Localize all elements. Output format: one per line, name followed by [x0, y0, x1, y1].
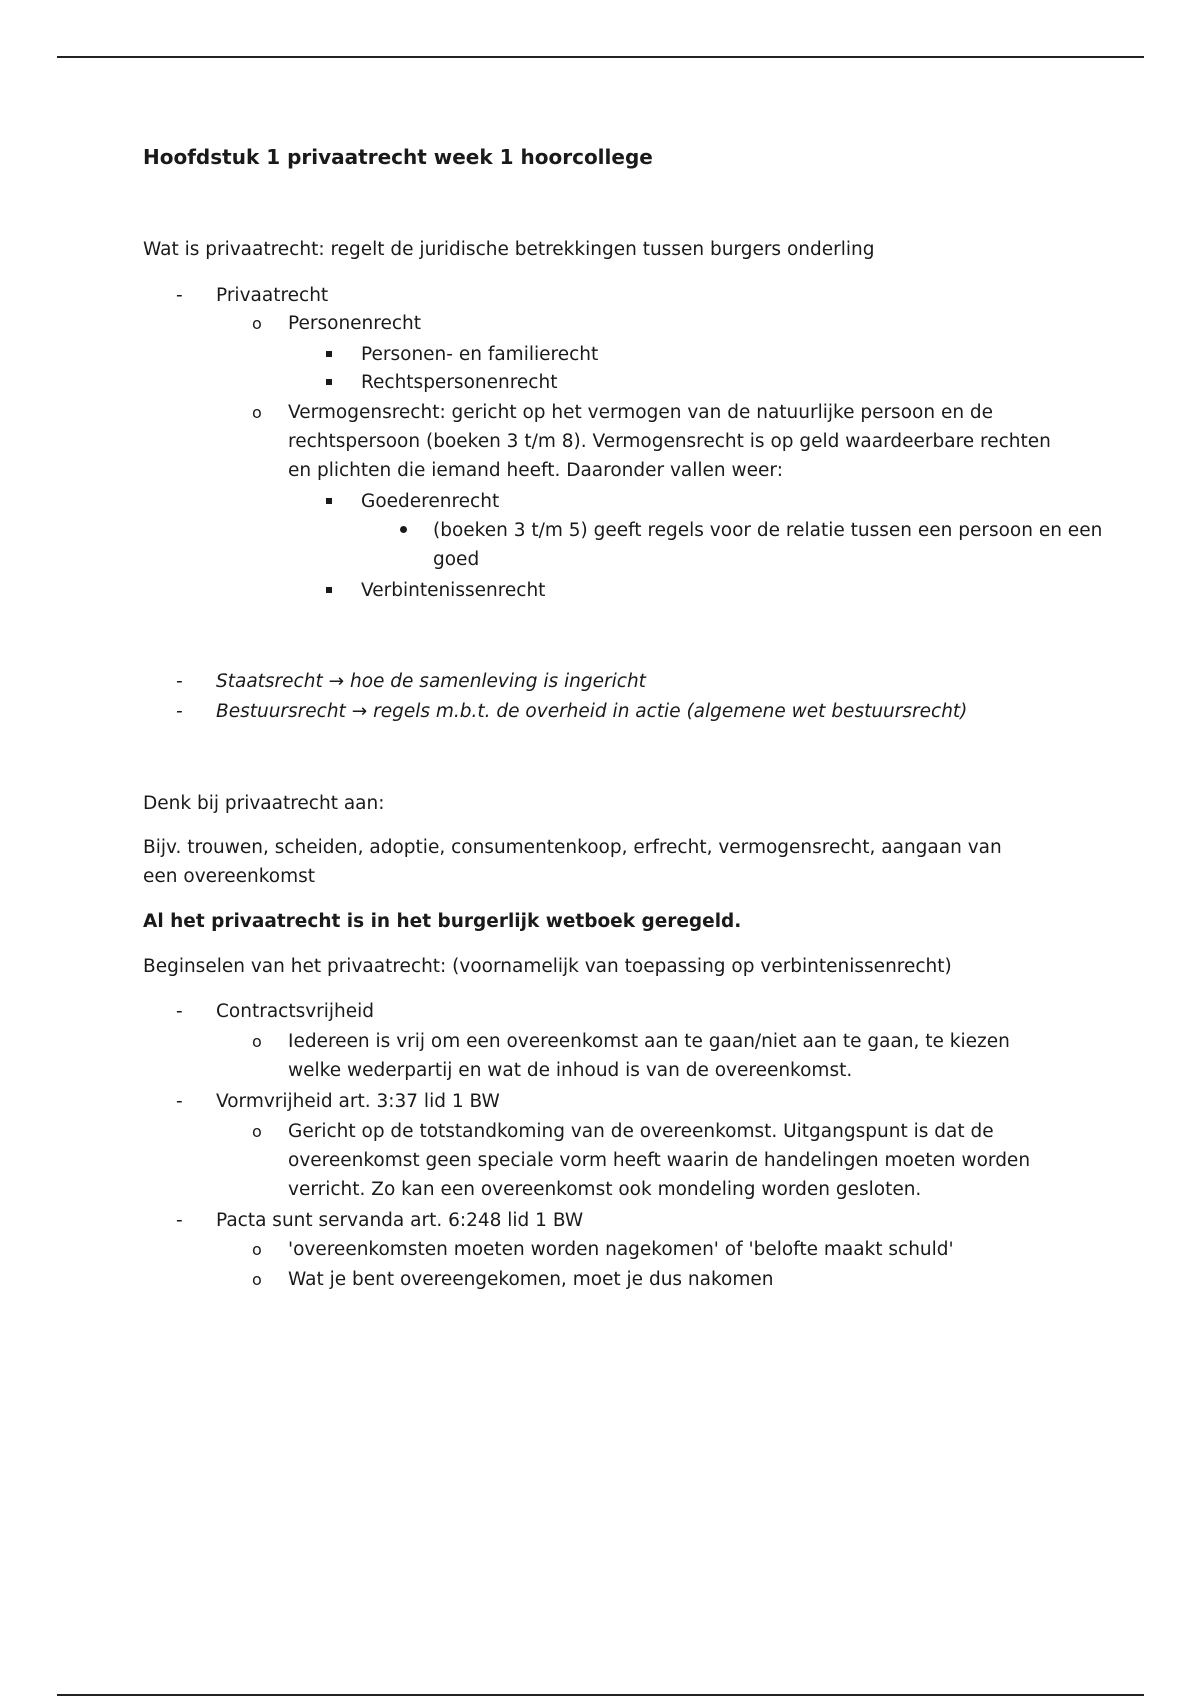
square-bullet-icon: [326, 368, 332, 397]
list-item-contractsvrijheid-desc: o Iedereen is vrij om een overeenkomst aan te gaan/niet aan te gaan, te kiezen welke wederpartij en wat de inhoud is van de overeenkomst.: [288, 1027, 1068, 1085]
dash-bullet: -: [176, 671, 183, 692]
bw-statement: Al het privaatrecht is in het burgerlijk wetboek geregeld.: [143, 911, 742, 932]
square-bullet-icon: [326, 576, 332, 605]
dash-bullet: -: [176, 1210, 183, 1231]
arrow-right-icon: →: [328, 671, 345, 692]
list-item-vermogensrecht: o Vermogensrecht: gericht op het vermogen van de natuurlijke persoon en de rechtspersoon (boeken 3 t/m 8). Vermogensrecht is op geld waardeerbare rechten en plichten die iemand heeft. Daaronder vallen weer:: [288, 398, 1068, 485]
circle-bullet: o: [252, 1270, 262, 1289]
dash-bullet: -: [176, 285, 183, 306]
square-bullet-icon: [326, 487, 332, 516]
circle-bullet: o: [252, 1032, 262, 1051]
circle-bullet: o: [252, 1122, 262, 1141]
list-item-goederenrecht-desc: (boeken 3 t/m 5) geeft regels voor de relatie tussen een persoon en een goed: [433, 516, 1113, 574]
list-item-pacta-meaning: o Wat je bent overeengekomen, moet je dus nakomen: [288, 1265, 1068, 1294]
round-bullet-icon: [400, 516, 407, 545]
arrow-right-icon: →: [351, 701, 368, 722]
intro-paragraph: Wat is privaatrecht: regelt de juridische betrekkingen tussen burgers onderling: [143, 239, 875, 260]
beginselen-heading: Beginselen van het privaatrecht: (voornamelijk van toepassing op verbintenissenrecht): [143, 956, 952, 977]
header-rule: [57, 56, 1144, 58]
list-item-pacta-quote: o 'overeenkomsten moeten worden nagekomen' of 'belofte maakt schuld': [288, 1235, 1068, 1264]
list-item-bestuursrecht: - Bestuursrecht → regels m.b.t. de overheid in actie (algemene wet bestuursrecht): [216, 697, 967, 726]
footer-rule: [57, 1694, 1144, 1696]
square-bullet-icon: [326, 340, 332, 369]
list-item-vormvrijheid-desc: o Gericht op de totstandkoming van de overeenkomst. Uitgangspunt is dat de overeenkomst geen speciale vorm heeft waarin de handelingen moeten worden verricht. Zo kan een overeenkomst ook mondeling worden gesloten.: [288, 1117, 1068, 1204]
list-item-privaatrecht: - Privaatrecht: [216, 281, 328, 310]
list-item-pacta: - Pacta sunt servanda art. 6:248 lid 1 BW: [216, 1206, 583, 1235]
list-item-staatsrecht: - Staatsrecht → hoe de samenleving is ingericht: [216, 667, 646, 696]
list-item-personenrecht: o Personenrecht: [288, 309, 421, 338]
list-item-goederenrecht: Goederenrecht: [361, 487, 499, 516]
list-item-vormvrijheid: - Vormvrijheid art. 3:37 lid 1 BW: [216, 1087, 500, 1116]
page-title: Hoofdstuk 1 privaatrecht week 1 hoorcollege: [143, 145, 653, 169]
dash-bullet: -: [176, 701, 183, 722]
dash-bullet: -: [176, 1001, 183, 1022]
dash-bullet: -: [176, 1091, 183, 1112]
circle-bullet: o: [252, 314, 262, 333]
list-item-personen-familie: Personen- en familierecht: [361, 340, 598, 369]
list-item-contractsvrijheid: - Contractsvrijheid: [216, 997, 374, 1026]
circle-bullet: o: [252, 1240, 262, 1259]
examples-paragraph: Bijv. trouwen, scheiden, adoptie, consumentenkoop, erfrecht, vermogensrecht, aangaan van een overeenkomst: [143, 837, 1002, 887]
circle-bullet: o: [252, 403, 262, 422]
list-item-rechtspersonen: Rechtspersonenrecht: [361, 368, 557, 397]
list-item-verbintenissenrecht: Verbintenissenrecht: [361, 576, 545, 605]
denk-bij-heading: Denk bij privaatrecht aan:: [143, 793, 385, 814]
